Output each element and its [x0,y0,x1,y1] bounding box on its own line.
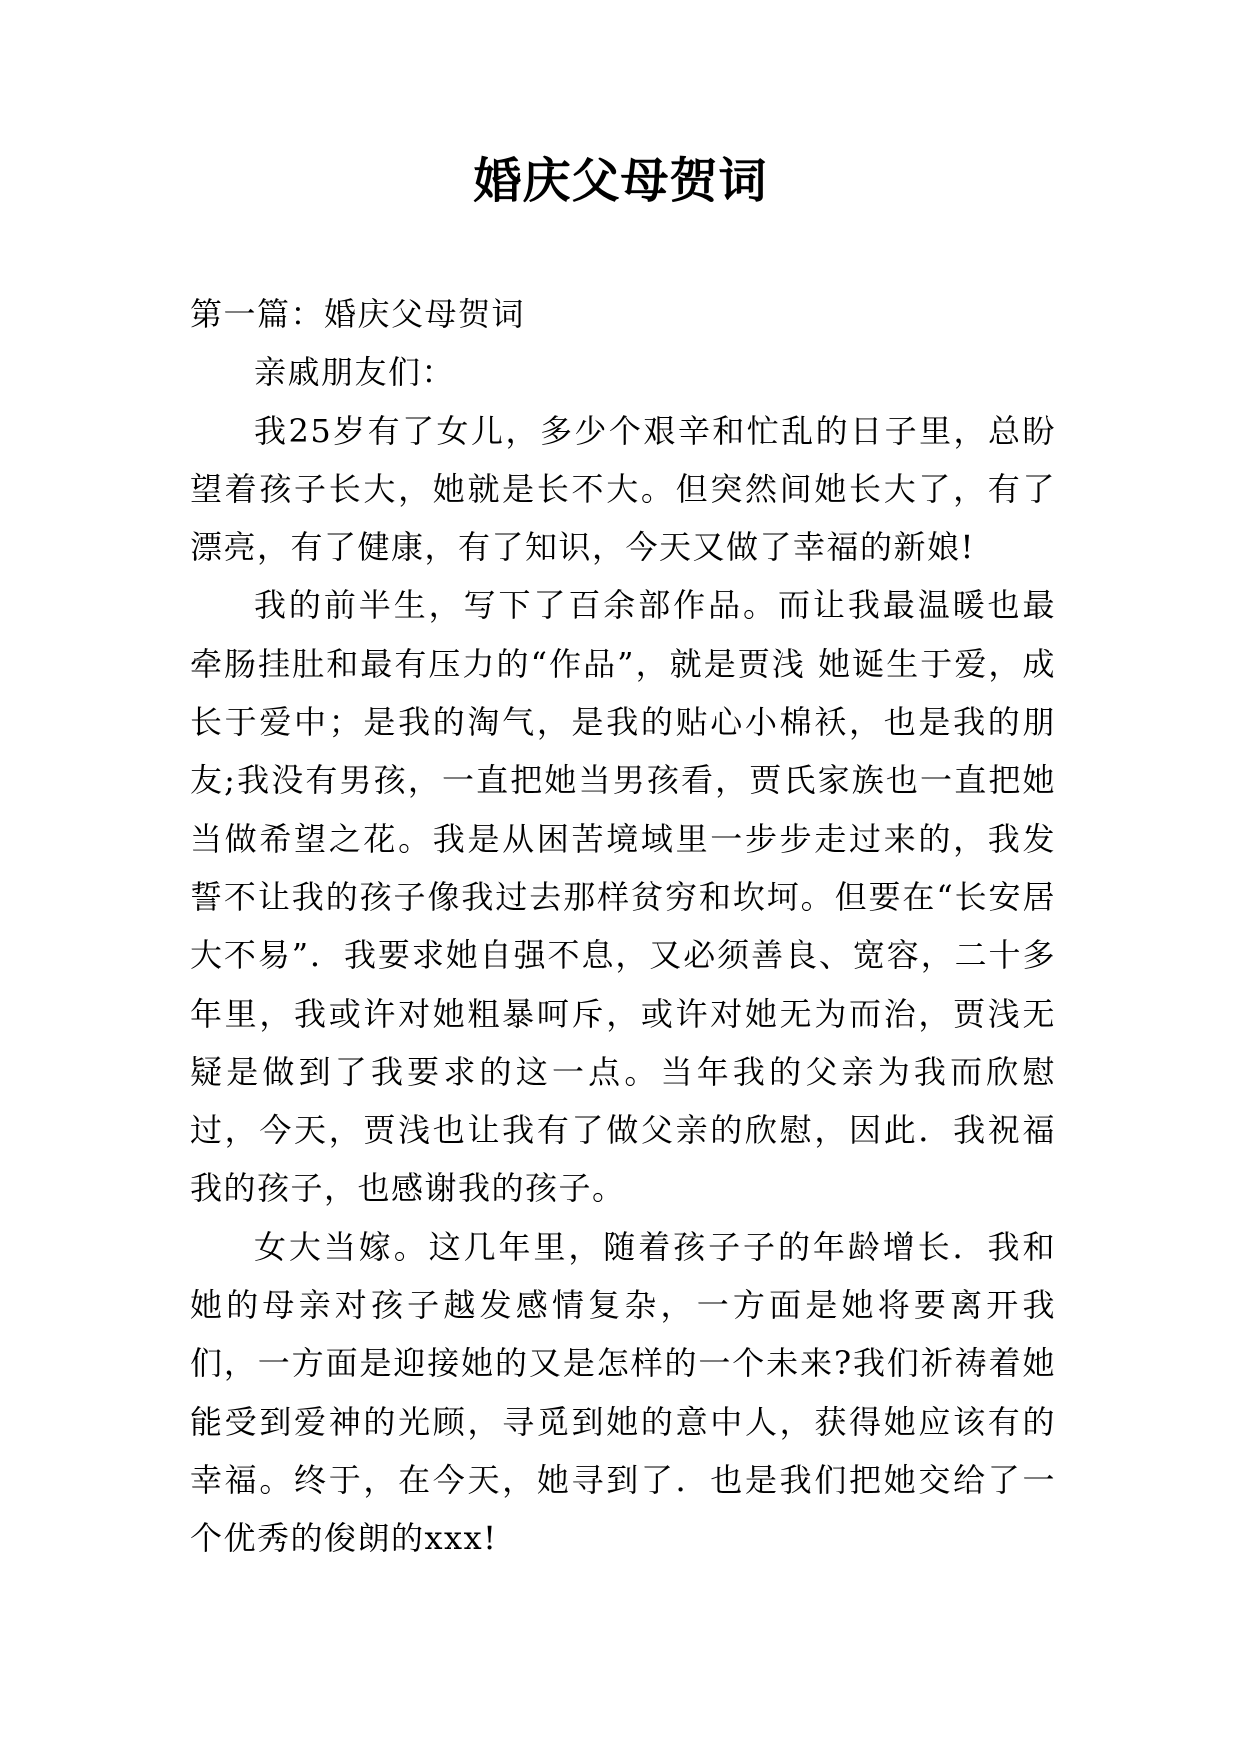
document-title: 婚庆父母贺词 [473,153,768,209]
paragraph: 女大当嫁。这几年里，随着孩子子的年龄增长．我和她的母亲对孩子越发感情复杂，一方面是她将要离开我们，一方面是迎接她的又是怎样的一个未来?我们祈祷着她能受到爱神的光顾，寻觅到她的意中人，获得她应该有的幸福。终于，在今天，她寻到了．也是我们把她交给了一个优秀的俊朗的xxx! [190,1227,1056,1558]
salutation: 亲戚朋友们： [254,353,456,392]
paragraph: 我的前半生，写下了百余部作品。而让我最温暖也最牵肠挂肚和最有压力的“作品”，就是贾浅 她诞生于爱，成长于爱中；是我的淘气，是我的贴心小棉袄，也是我的朋友;我没有男孩，一直把她当男孩看，贾氏家族也一直把她当做希望之花。我是从困苦境域里一步步走过来的，我发誓不让我的孩子像我过去那样贫穷和坎坷。但要在“长安居大不易”．我要求她自强不息，又必须善良、宽容，二十多年里，我或许对她粗暴呵斥，或许对她无为而治，贾浅无疑是做到了我要求的这一点。当年我的父亲为我而欣慰过，今天，贾浅也让我有了做父亲的欣慰，因此．我祝福我的孩子，也感谢我的孩子。 [190,586,1056,1208]
paragraph: 我25岁有了女儿，多少个艰辛和忙乱的日子里，总盼望着孩子长大，她就是长不大。但突然间她长大了，有了漂亮，有了健康，有了知识，今天又做了幸福的新娘! [190,411,1056,567]
document-body [190,285,1056,1568]
section-heading: 第一篇：婚庆父母贺词 [190,295,526,333]
